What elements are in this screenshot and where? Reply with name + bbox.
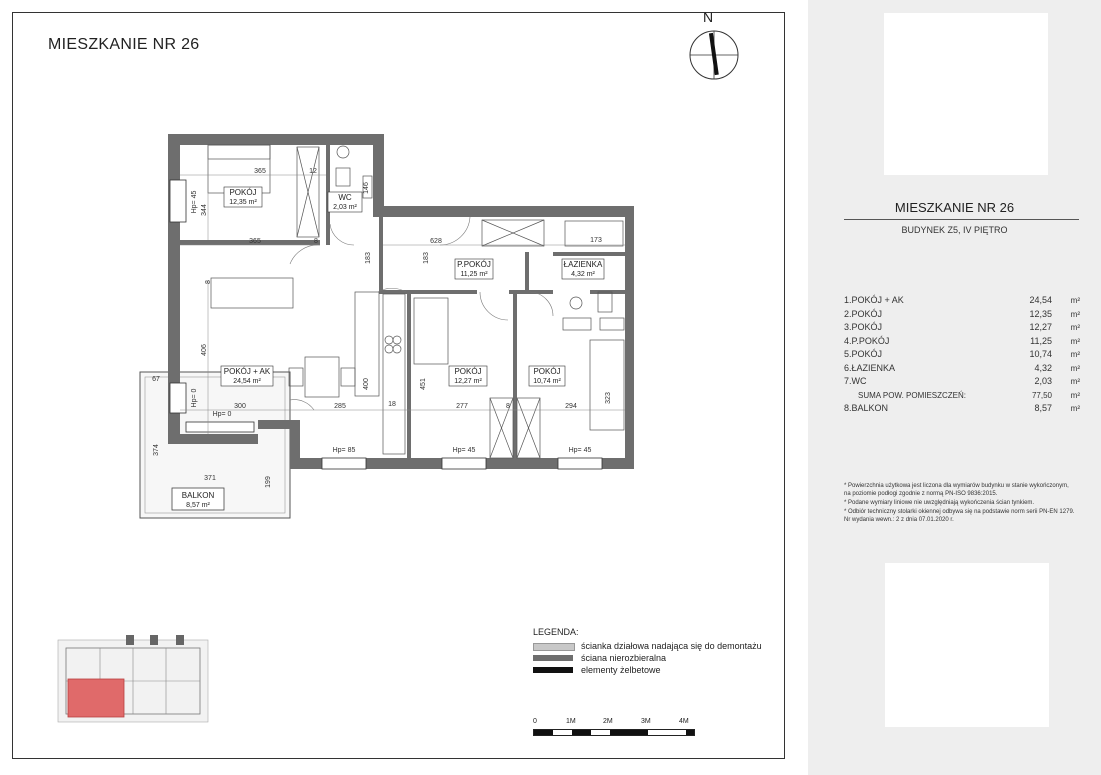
- highlighted-apartment: [68, 679, 124, 717]
- sum-area: 77,50: [1031, 390, 1052, 400]
- area-row: [844, 308, 1080, 322]
- svg-text:344: 344: [201, 204, 208, 216]
- svg-text:365: 365: [249, 238, 261, 245]
- room-area: 2,03 m²: [333, 204, 357, 211]
- compass-north-label: N: [703, 9, 714, 25]
- svg-text:374: 374: [153, 444, 160, 456]
- room-name: POKÓJ: [454, 367, 482, 376]
- room-name: 8.BALKON: [844, 403, 889, 413]
- svg-text:285: 285: [334, 403, 346, 410]
- area-row: [844, 321, 1080, 335]
- svg-text:400: 400: [363, 378, 370, 390]
- room-area: 8,57 m²: [186, 502, 210, 509]
- area-unit: m²: [1070, 404, 1080, 413]
- svg-text:365: 365: [254, 168, 266, 175]
- balcony-area: [140, 372, 290, 518]
- svg-text:300: 300: [234, 403, 246, 410]
- legend-label: ściana nierozbieralna: [581, 653, 667, 663]
- legend-label: elementy żelbetowe: [581, 665, 661, 675]
- svg-text:371: 371: [204, 475, 216, 482]
- area-unit: m²: [1070, 296, 1080, 305]
- legend-label: ścianka działowa nadająca się do demontażu: [581, 641, 762, 651]
- sum-label: SUMA POW. POMIESZCZEŃ:: [858, 390, 967, 400]
- room-name: P.POKÓJ: [457, 260, 491, 269]
- room-name: 4.P.POKÓJ: [844, 335, 890, 346]
- svg-text:183: 183: [365, 252, 372, 264]
- room-name: POKÓJ + AK: [223, 367, 271, 376]
- room-name: 5.POKÓJ: [844, 349, 883, 359]
- windows: [170, 180, 602, 469]
- footnote: * Powierzchnia użytkowa jest liczona dla wymiarów budynku w stanie wykończonym, na poziomie podłogi zgodnie z normą PN-ISO 9836:2015.: [844, 483, 1069, 497]
- room-area: 11,25 m²: [460, 271, 488, 278]
- svg-text:146: 146: [363, 182, 370, 194]
- legend: [533, 627, 762, 676]
- area-unit: m²: [1070, 350, 1080, 359]
- panel-subtitle: BUDYNEK Z5, IV PIĘTRO: [901, 225, 1008, 235]
- legend-item: [533, 664, 762, 676]
- svg-text:12: 12: [309, 168, 317, 175]
- legend-swatch: [533, 655, 573, 661]
- svg-text:173: 173: [590, 237, 602, 244]
- divider: [844, 219, 1079, 220]
- svg-text:199: 199: [265, 476, 272, 488]
- room-area: 12,35: [1029, 308, 1052, 319]
- area-unit: m²: [1070, 309, 1080, 319]
- area-row: [844, 335, 1080, 349]
- room-name: ŁAZIENKA: [563, 260, 603, 269]
- svg-text:8: 8: [506, 403, 510, 410]
- svg-text:Hp= 45: Hp= 45: [568, 447, 592, 454]
- room-area: 10,74: [1029, 349, 1052, 359]
- footnote: * Odbiór techniczny stolarki okiennej odbywa się na podstawie norm serii PN-EN 1279. Nr wydania wewn.: 2 z dnia 07.01.2020 r.: [844, 509, 1075, 523]
- area-row: [844, 362, 1080, 376]
- area-unit: m²: [1070, 336, 1080, 346]
- scale-track: [533, 729, 695, 736]
- footnote: * Podane wymiary liniowe nie uwzględniają wykończenia ścian tynkiem.: [844, 500, 1035, 506]
- svg-text:628: 628: [430, 238, 442, 245]
- svg-text:294: 294: [565, 403, 577, 410]
- svg-text:8: 8: [314, 238, 318, 245]
- svg-text:18: 18: [388, 401, 396, 408]
- page-title: MIESZKANIE NR 26: [48, 36, 200, 53]
- room-name: WC: [338, 193, 352, 202]
- key-plan: [58, 635, 208, 722]
- svg-text:277: 277: [456, 403, 468, 410]
- compass-icon: [690, 31, 738, 79]
- image-placeholder: [884, 13, 1048, 175]
- room-name: 3.POKÓJ: [844, 322, 883, 332]
- area-row: [844, 402, 1080, 416]
- svg-text:406: 406: [201, 344, 208, 356]
- room-name: 2.POKÓJ: [844, 308, 883, 319]
- room-name: POKÓJ: [229, 188, 257, 197]
- area-unit: m²: [1070, 390, 1080, 400]
- area-table: [844, 294, 1080, 416]
- room-name: 1.POKÓJ + AK: [844, 295, 904, 305]
- room-area: 4,32 m²: [571, 271, 595, 278]
- legend-swatch: [533, 667, 573, 673]
- panel-title: MIESZKANIE NR 26: [894, 200, 1015, 215]
- legend-title: LEGENDA:: [533, 627, 579, 637]
- room-area: 2,03: [1034, 376, 1052, 386]
- room-area: 24,54: [1029, 295, 1052, 305]
- area-sum-row: [844, 389, 1080, 403]
- scale-label: 2M: [603, 718, 613, 725]
- scale-bar: [533, 718, 695, 736]
- room-area: 12,35 m²: [229, 199, 257, 206]
- image-placeholder: [885, 563, 1049, 727]
- room-area: 12,27 m²: [454, 378, 482, 385]
- info-panel: [808, 0, 1101, 775]
- area-unit: m²: [1070, 377, 1080, 386]
- svg-text:183: 183: [423, 252, 430, 264]
- scale-label: 3M: [641, 718, 651, 725]
- area-row: [844, 375, 1080, 389]
- scale-label: 1M: [566, 718, 576, 725]
- room-name: 7.WC: [844, 376, 867, 386]
- scale-label: 4M: [679, 718, 689, 725]
- legend-swatch: [533, 643, 575, 651]
- footnotes: [844, 482, 1076, 525]
- svg-text:Hp= 45: Hp= 45: [191, 190, 198, 214]
- area-row: [844, 294, 1080, 308]
- scale-label: 0: [533, 718, 537, 725]
- room-area: 24,54 m²: [233, 378, 261, 385]
- legend-item: [533, 640, 762, 652]
- room-name: BALKON: [181, 491, 215, 500]
- room-area: 12,27: [1029, 322, 1052, 332]
- room-area: 8,57: [1034, 403, 1052, 413]
- room-name: 6.ŁAZIENKA: [844, 362, 896, 373]
- legend-item: [533, 652, 762, 664]
- room-area: 11,25: [1030, 335, 1052, 346]
- area-row: [844, 348, 1080, 362]
- room-area: 10,74 m²: [533, 378, 561, 385]
- room-name: POKÓJ: [533, 367, 561, 376]
- svg-text:Hp= 45: Hp= 45: [452, 447, 476, 454]
- svg-text:Hp= 0: Hp= 0: [212, 411, 232, 418]
- svg-text:8: 8: [205, 280, 212, 284]
- svg-text:Hp= 85: Hp= 85: [332, 447, 356, 454]
- svg-text:323: 323: [605, 392, 612, 404]
- svg-text:451: 451: [420, 378, 427, 390]
- svg-text:Hp= 0: Hp= 0: [191, 388, 198, 408]
- room-area: 4,32: [1034, 362, 1052, 373]
- area-unit: m²: [1070, 363, 1080, 373]
- area-unit: m²: [1070, 323, 1080, 332]
- svg-text:67: 67: [152, 376, 160, 383]
